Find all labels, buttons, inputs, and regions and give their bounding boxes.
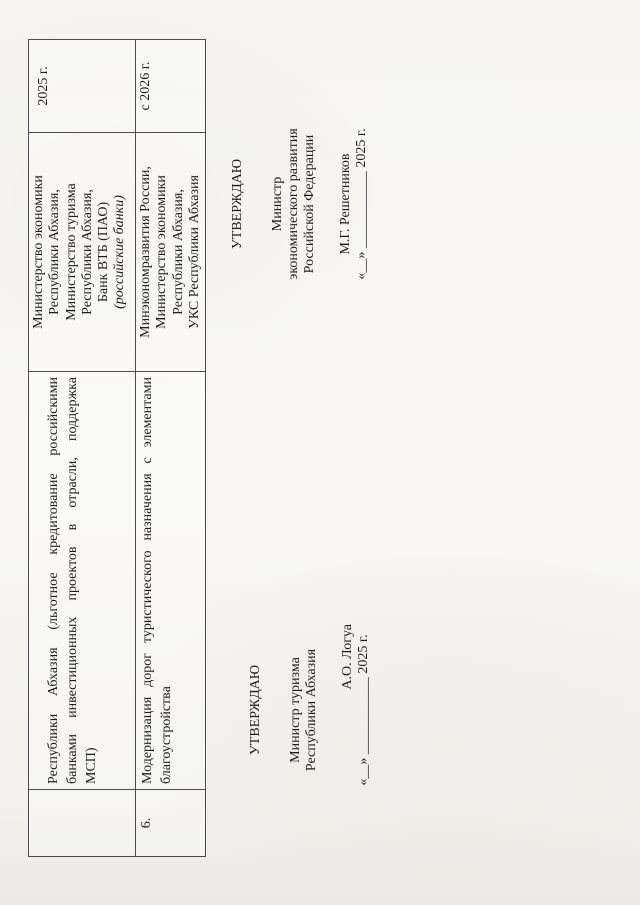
responsible-line: Республики Абхазия, <box>47 189 63 315</box>
projects-table <box>28 39 206 857</box>
description-text <box>138 377 176 784</box>
row-number <box>29 790 32 856</box>
description-line: благоустройства <box>159 686 174 784</box>
table-row-item6 <box>136 40 206 857</box>
approver-title-line: Республики Абхазия <box>304 648 319 772</box>
approval-block-tourism-minister <box>248 620 372 800</box>
cell-timing <box>136 40 206 133</box>
responsible-line: Банк ВТБ (ПАО) <box>96 201 112 303</box>
responsible-line: Министерство экономики <box>154 175 170 329</box>
approver-title-line: Министр туризма <box>288 657 303 763</box>
approver-title-line: Министр <box>270 176 285 232</box>
approval-heading: УТВЕРЖДАЮ <box>248 664 263 756</box>
cell-number <box>136 790 206 857</box>
approver-name: М.Г. Решетников <box>338 153 353 255</box>
approval-block-economy-minister <box>230 112 370 296</box>
cell-description <box>29 372 136 790</box>
approver-title-line: экономического развития <box>286 128 301 280</box>
cell-description <box>136 372 206 790</box>
responsible-line: Республики Абхазия, <box>170 189 186 315</box>
responsible-line: Министерство экономики <box>31 175 46 329</box>
cell-responsible <box>136 133 206 372</box>
responsible-line: Минэкономразвития России, <box>138 166 153 338</box>
description-text <box>44 377 101 784</box>
responsible-line-banks-note: (российские банки) <box>112 195 128 309</box>
description-line: МСП) <box>84 747 99 784</box>
responsible-line: Республики Абхазия, <box>79 189 95 315</box>
responsible-text <box>29 133 129 371</box>
approval-heading: УТВЕРЖДАЮ <box>230 158 245 250</box>
responsible-line: Министерство туризма <box>63 183 79 321</box>
approval-date-line: «__» ___________ 2025 г. <box>354 128 369 280</box>
approval-date-line: «__» ___________ 2025 г. <box>356 634 371 786</box>
description-line: Республики Абхазия (льготное кредитование российскими <box>46 377 61 784</box>
responsible-text <box>136 133 203 371</box>
cell-timing <box>29 40 136 133</box>
approver-title-line: Российской Федерации <box>302 134 317 274</box>
approver-title <box>288 620 320 800</box>
approver-title <box>270 112 318 296</box>
cell-number-empty <box>29 790 136 857</box>
table-row-item5-continuation <box>29 40 136 857</box>
description-line: Модернизация дорог туристического назначения с элементами <box>140 377 155 784</box>
description-line: банками инвестиционных проектов в отрасли, поддержка <box>65 377 80 784</box>
cell-responsible <box>29 133 136 372</box>
timing-value: 2025 г. <box>36 66 51 106</box>
row-number: 6. <box>139 817 154 829</box>
approver-name: А.О. Логуа <box>340 624 355 690</box>
timing-value: с 2026 г. <box>138 61 153 111</box>
responsible-line: УКС Республики Абхазия <box>186 175 202 329</box>
